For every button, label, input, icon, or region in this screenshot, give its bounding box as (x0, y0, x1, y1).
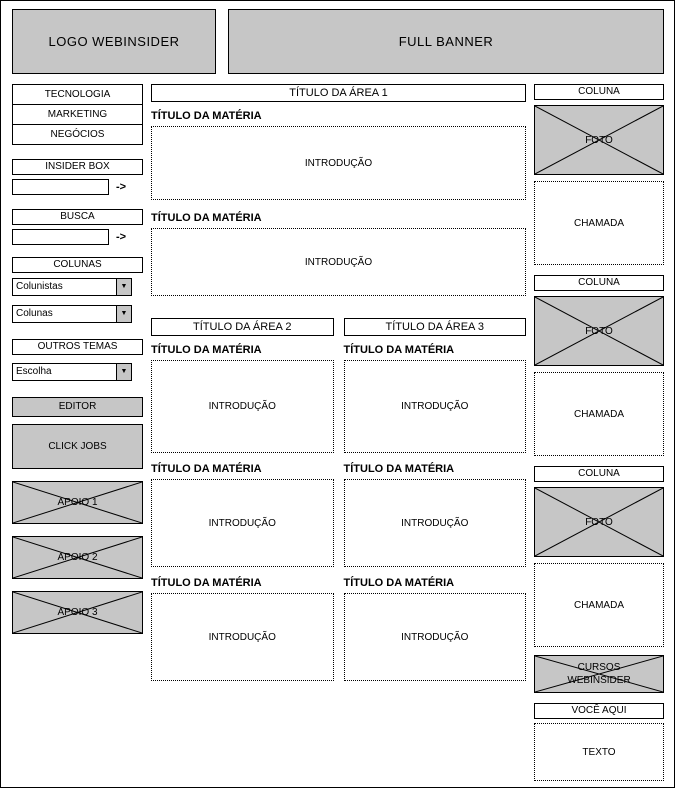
article-intro: INTRODUÇÃO (344, 479, 527, 567)
apoio-3-ad[interactable] (12, 591, 143, 634)
apoio-2-ad[interactable] (12, 536, 143, 579)
article-intro: INTRODUÇÃO (151, 593, 334, 681)
cursos-webinsider-label: CURSOS WEBINSIDER (567, 662, 631, 686)
colunistas-select-value: Colunistas (16, 281, 63, 292)
sidebar-item-tecnologia[interactable]: TECNOLOGIA (12, 84, 143, 105)
article-title: TÍTULO DA MATÉRIA (343, 577, 455, 589)
banner-label: FULL BANNER (398, 34, 494, 49)
search-submit-arrow-icon[interactable]: -> (116, 231, 127, 243)
article-title: TÍTULO DA MATÉRIA (343, 344, 455, 356)
chevron-down-icon[interactable]: ▼ (116, 306, 131, 322)
photo-label: FOTO (585, 134, 613, 146)
header-row (12, 9, 664, 74)
logo-label: LOGO WEBINSIDER (48, 34, 180, 49)
apoio-2-label: APOIO 2 (57, 552, 98, 563)
voce-aqui-header: VOCÊ AQUI (534, 703, 664, 719)
photo-placeholder (534, 487, 664, 557)
main-content (151, 84, 526, 781)
area3-column (344, 318, 527, 681)
article-intro: INTRODUÇÃO (151, 228, 526, 296)
right-sidebar (534, 84, 664, 781)
apoio-1-label: APOIO 1 (57, 497, 98, 508)
cursos-webinsider-box[interactable] (534, 655, 664, 693)
texto-box: TEXTO (534, 723, 664, 781)
coluna-header: COLUNA (534, 84, 664, 100)
area2-header: TÍTULO DA ÁREA 2 (151, 318, 334, 336)
article-title: TÍTULO DA MATÉRIA (151, 344, 262, 356)
photo-label: FOTO (585, 516, 613, 528)
colunas-select-value: Colunas (16, 308, 53, 319)
article-title: TÍTULO DA MATÉRIA (343, 463, 455, 475)
insider-box-form (12, 179, 143, 195)
apoio-3-label: APOIO 3 (57, 607, 98, 618)
busca-form (12, 229, 143, 245)
logo-placeholder (12, 9, 216, 74)
click-jobs-box[interactable] (12, 424, 143, 469)
article-intro: INTRODUÇÃO (151, 360, 334, 453)
coluna-header: COLUNA (534, 466, 664, 482)
click-jobs-label: CLICK JOBS (48, 441, 107, 452)
sidebar-item-negocios[interactable]: NEGÓCIOS (12, 124, 143, 145)
search-input[interactable] (12, 229, 109, 245)
area1-header: TÍTULO DA ÁREA 1 (151, 84, 526, 102)
chevron-down-icon[interactable]: ▼ (116, 364, 131, 380)
insider-box-header: INSIDER BOX (12, 159, 143, 175)
escolha-select[interactable] (12, 363, 132, 381)
insider-box-input[interactable] (12, 179, 109, 195)
article-title: TÍTULO DA MATÉRIA (151, 212, 262, 224)
article-intro: INTRODUÇÃO (151, 479, 334, 567)
article-title: TÍTULO DA MATÉRIA (151, 463, 262, 475)
area2-column (151, 318, 334, 681)
chamada-box: CHAMADA (534, 181, 664, 265)
chamada-box: CHAMADA (534, 563, 664, 647)
colunas-select[interactable] (12, 305, 132, 323)
article-intro: INTRODUÇÃO (344, 360, 527, 453)
left-sidebar (12, 84, 143, 781)
chevron-down-icon[interactable]: ▼ (116, 279, 131, 295)
busca-header: BUSCA (12, 209, 143, 225)
apoio-1-ad[interactable] (12, 481, 143, 524)
coluna-header: COLUNA (534, 275, 664, 291)
sidebar-item-marketing[interactable]: MARKETING (12, 104, 143, 125)
photo-label: FOTO (585, 325, 613, 337)
escolha-select-value: Escolha (16, 366, 52, 377)
article-intro: INTRODUÇÃO (151, 126, 526, 200)
article-title: TÍTULO DA MATÉRIA (151, 577, 262, 589)
full-banner[interactable] (228, 9, 664, 74)
colunas-header: COLUNAS (12, 257, 143, 273)
article-intro: INTRODUÇÃO (344, 593, 527, 681)
editor-button[interactable]: EDITOR (12, 397, 143, 417)
photo-placeholder (534, 296, 664, 366)
article-title: TÍTULO DA MATÉRIA (151, 110, 262, 122)
insider-submit-arrow-icon[interactable]: -> (116, 181, 127, 193)
area3-header: TÍTULO DA ÁREA 3 (344, 318, 527, 336)
colunistas-select[interactable] (12, 278, 132, 296)
outros-temas-header: OUTROS TEMAS (12, 339, 143, 355)
chamada-box: CHAMADA (534, 372, 664, 456)
photo-placeholder (534, 105, 664, 175)
